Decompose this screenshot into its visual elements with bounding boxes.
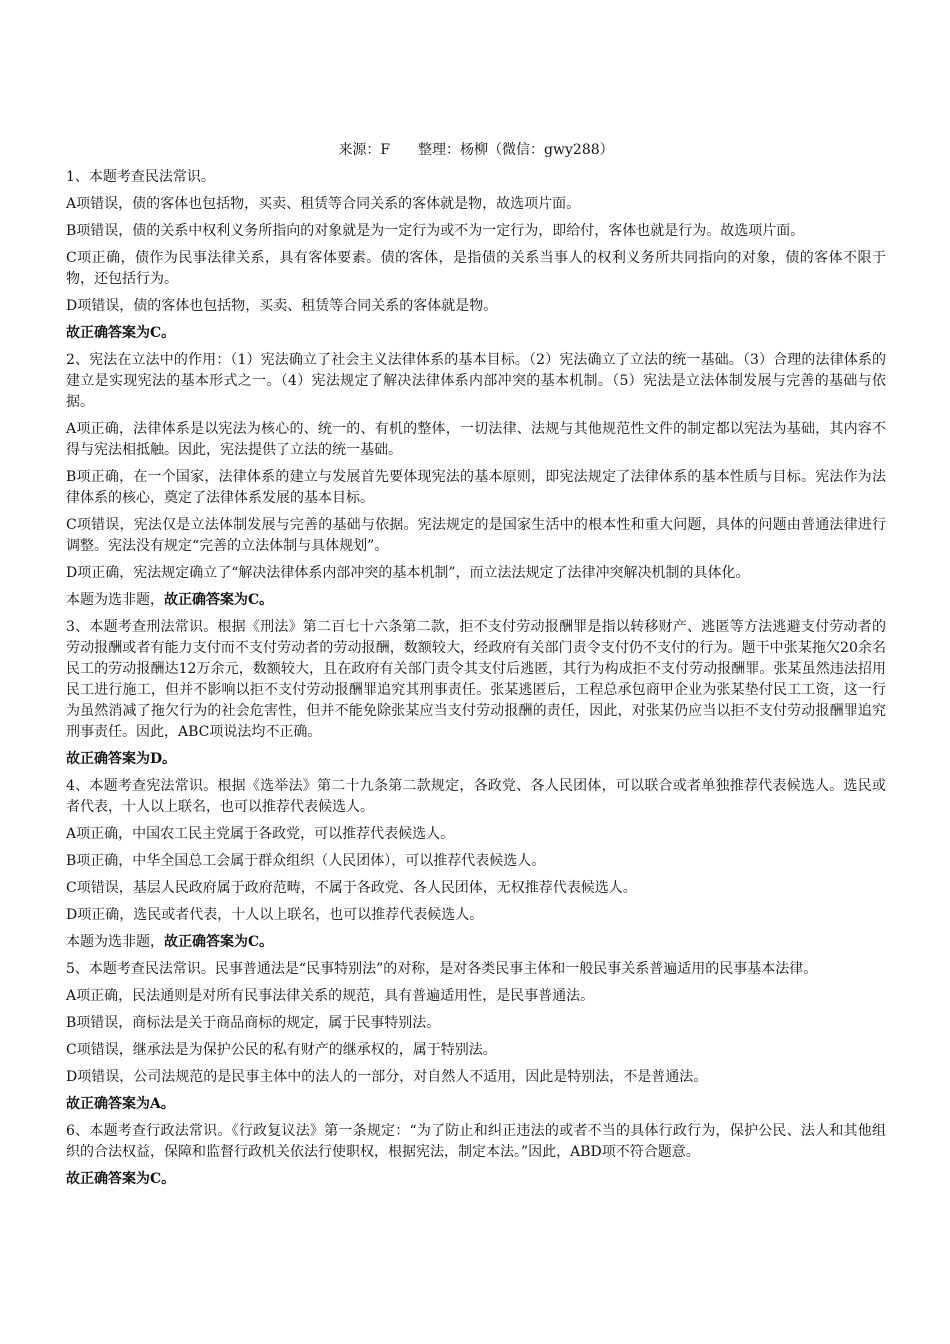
q3-answer: 故正确答案为D。 — [66, 751, 177, 767]
q4-option-c: C项错误，基层人民政府属于政府范畴，不属于各政党、各人民团体，无权推荐代表候选人。 — [66, 880, 637, 896]
q1-option-c: C项正确，债作为民事法律关系，具有客体要素。债的客体，是指债的关系当事人的权利义务所共同指向的对象，债的客体不限于物，还包括行为。 — [66, 250, 886, 287]
q4-answer-line — [66, 932, 886, 953]
q4-option-a: A项正确，中国农工民主党属于各政党，可以推荐代表候选人。 — [66, 826, 455, 842]
document-page — [66, 140, 886, 1196]
question-3 — [66, 617, 886, 770]
q4-option-b: B项正确，中华全国总工会属于群众组织（人民团体），可以推荐代表候选人。 — [66, 853, 546, 869]
q2-option-d: D项正确，宪法规定确立了“解决法律体系内部冲突的基本机制”，而立法法规定了法律冲突解决机制的具体化。 — [66, 565, 750, 581]
q2-option-c: C项错误，宪法仅是立法体制发展与完善的基础与依据。宪法规定的是国家生活中的根本性和重大问题，具体的问题由普通法律进行调整。宪法没有规定“完善的立法体制与具体规划”。 — [66, 517, 886, 554]
q5-option-b: B项错误，商标法是关于商品商标的规定，属于民事特别法。 — [66, 1015, 441, 1031]
q1-option-d: D项错误，债的客体也包括物，买卖、租赁等合同关系的客体就是物。 — [66, 298, 498, 314]
q4-option-d: D项正确，选民或者代表，十人以上联名，也可以推荐代表候选人。 — [66, 907, 484, 923]
q5-option-d: D项错误，公司法规范的是民事主体中的法人的一部分，对自然人不适用，因此是特别法，不是普通法。 — [66, 1069, 708, 1085]
question-2 — [66, 350, 886, 611]
q1-answer: 故正确答案为C。 — [66, 325, 176, 341]
question-5 — [66, 959, 886, 1115]
q2-option-a: A项正确，法律体系是以宪法为核心的、统一的、有机的整体，一切法律、法规与其他规范性文件的制定都以宪法为基础，其内容不得与宪法相抵触。因此，宪法提供了立法的统一基础。 — [66, 421, 886, 458]
q3-intro: 3、本题考查刑法常识。根据《刑法》第二百七十六条第二款，拒不支付劳动报酬罪是指以转移财产、逃匿等方法逃避支付劳动者的劳动报酬或者有能力支付而不支付劳动者的劳动报酬，数额较大，经政府有关部门责令支付仍不支付的行为。题干中张某拖欠20余名民工的劳动报酬达12万余元，数额较大，且在政府有关部门责令其支付后逃匿，其行为构成拒不支付劳动报酬罪。张某虽然违法招用民工进行施工，但并不影响以拒不支付劳动报酬罪追究其刑事责任。张某逃匿后，工程总承包商甲企业为张某垫付民工工资，这一行为虽然消减了拖欠行为的社会危害性，但并不能免除张某应当支付劳动报酬的责任，因此，对张某仍应当以拒不支付劳动报酬罪追究刑事责任。因此，ABC项说法均不正确。 — [66, 619, 886, 740]
q2-answer-prefix: 本题为选非题， — [66, 592, 164, 608]
question-4 — [66, 776, 886, 953]
q5-option-c: C项错误，继承法是为保护公民的私有财产的继承权的，属于特别法。 — [66, 1042, 497, 1058]
q1-option-a: A项错误，债的客体也包括物，买卖、租赁等合同关系的客体就是物，故选项片面。 — [66, 196, 581, 212]
q4-answer-prefix: 本题为选非题， — [66, 934, 164, 950]
q1-option-b: B项错误，债的关系中权利义务所指向的对象就是为一定行为或不为一定行为，即给付，客体也就是行为。故选项片面。 — [66, 223, 805, 239]
q2-option-b: B项正确，在一个国家，法律体系的建立与发展首先要体现宪法的基本原则，即宪法规定了法律体系的基本性质与目标。宪法作为法律体系的核心，奠定了法律体系发展的基本目标。 — [66, 469, 886, 506]
q5-intro: 5、本题考查民法常识。民事普通法是“民事特别法”的对称，是对各类民事主体和一般民事关系普遍适用的民事基本法律。 — [66, 961, 818, 977]
q2-answer-line — [66, 590, 886, 611]
question-6 — [66, 1121, 886, 1190]
source-header: 来源：F 整理：杨柳（微信：gwy288） — [338, 142, 614, 158]
q5-answer: 故正确答案为A。 — [66, 1096, 175, 1112]
q6-answer: 故正确答案为C。 — [66, 1171, 176, 1187]
q2-intro: 2、宪法在立法中的作用：（1）宪法确立了社会主义法律体系的基本目标。（2）宪法确立了立法的统一基础。（3）合理的法律体系的建立是实现宪法的基本形式之一。（4）宪法规定了解决法律体系内部冲突的基本机制。（5）宪法是立法体制发展与完善的基础与依据。 — [66, 352, 886, 410]
q6-intro: 6、本题考查行政法常识。《行政复议法》第一条规定：“为了防止和纠正违法的或者不当的具体行政行为，保护公民、法人和其他组织的合法权益，保障和监督行政机关依法行使职权，根据宪法，制定本法。”因此，ABD项不符合题意。 — [66, 1123, 886, 1160]
q1-intro: 1、本题考查民法常识。 — [66, 169, 215, 185]
q4-answer: 故正确答案为C。 — [164, 934, 274, 950]
q4-intro: 4、本题考查宪法常识。根据《选举法》第二十九条第二款规定，各政党、各人民团体，可以联合或者单独推荐代表候选人。选民或者代表，十人以上联名，也可以推荐代表候选人。 — [66, 778, 886, 815]
q2-answer: 故正确答案为C。 — [164, 592, 274, 608]
question-1 — [66, 167, 886, 344]
q5-option-a: A项正确，民法通则是对所有民事法律关系的规范，具有普遍适用性，是民事普通法。 — [66, 988, 595, 1004]
